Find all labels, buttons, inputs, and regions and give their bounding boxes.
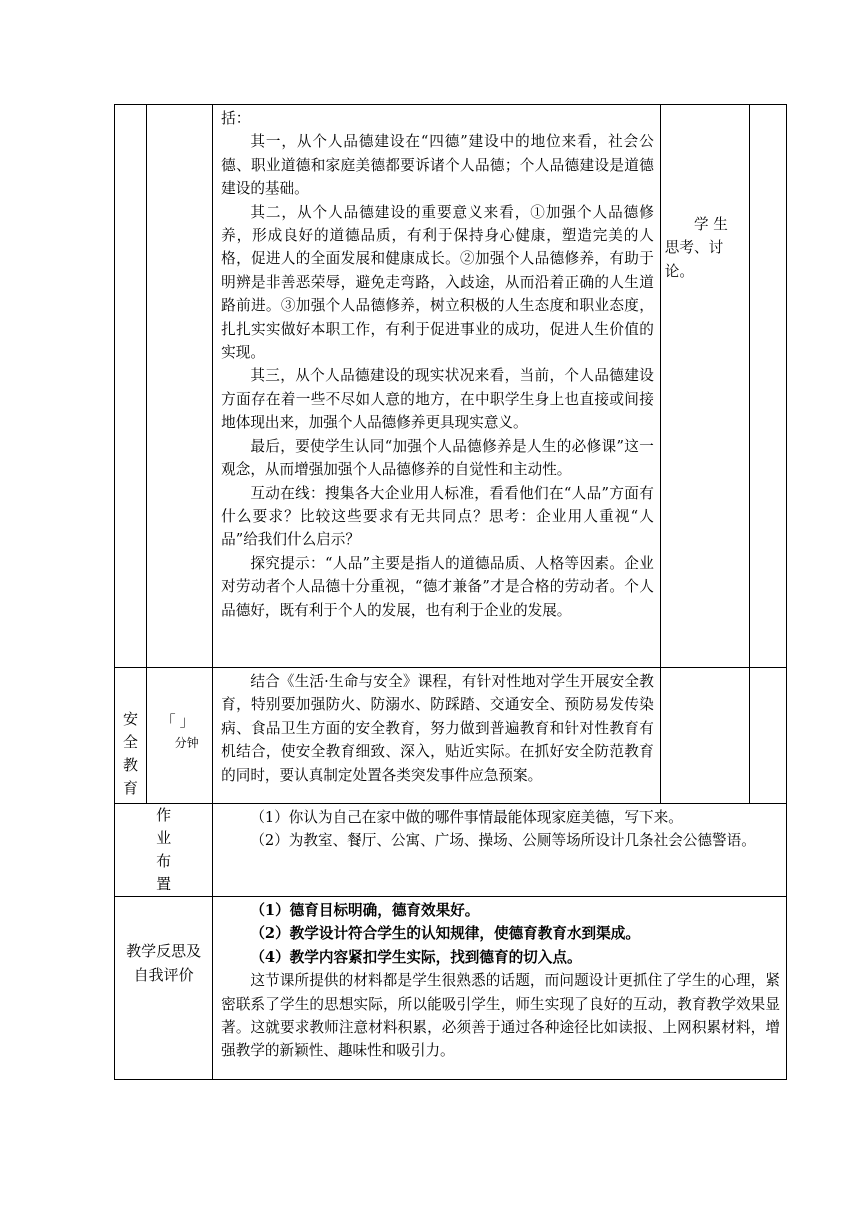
main-content-row [115, 105, 787, 668]
teaching-content-cell [213, 105, 661, 668]
reflection-point: （2）教学设计符合学生的认知规律，使德育教育水到渠成。 [250, 925, 640, 943]
safety-notes-cell [749, 668, 786, 804]
content-paragraph: 探究提示：“人品”主要是指人的道德品质、人格等因素。企业对劳动者个人品德十分重视，“德才兼备”才是合格的劳动者。个人品德好，既有利于个人的发展，也有利于企业的发展。 [221, 554, 654, 619]
reflection-row [115, 897, 787, 1080]
safety-label-cell [115, 668, 147, 804]
empty-label-cell [115, 105, 147, 668]
content-paragraph: 其一，从个人品德建设在“四德”建设中的地位来看，社会公德、职业道德和家庭美德都要诉诸个人品德；个人品德建设是道德建设的基础。 [221, 133, 654, 198]
content-paragraph: 最后，要使学生认同“加强个人品德修养是人生的必修课”这一观念，从而增强加强个人品德修养的自觉性和主动性。 [221, 437, 654, 479]
safety-content-cell [213, 668, 661, 804]
homework-row [115, 804, 787, 897]
reflection-point: （1）德育目标明确，德育效果好。 [250, 902, 480, 919]
student-activity-text: 学 生 思考、讨论。 [664, 216, 728, 280]
homework-content-cell [213, 804, 787, 897]
content-paragraph: 括： [221, 110, 251, 127]
homework-label-cell [115, 804, 213, 897]
homework-item: （1）你认为自己在家中做的哪件事情最能体现家庭美德，写下来。 [250, 809, 683, 826]
student-activity-cell [660, 105, 749, 668]
time-unit: 分钟 [174, 736, 199, 750]
reflection-label-cell [115, 897, 213, 1080]
safety-education-row [115, 668, 787, 804]
homework-item: （2）为教室、餐厅、公寓、广场、操场、公厕等场所设计几条社会公德警语。 [250, 832, 756, 850]
reflection-body: 这节课所提供的材料都是学生很熟悉的话题，而问题设计更抓住了学生的心理，紧密联系了学生的思想实际，所以能吸引学生，师生实现了良好的互动，教育教学效果显著。这就要求教师注意材料积累，必须善于通过各种途径比如读报、上网积累材料，增强教学的新颖性、趣味性和吸引力。 [221, 972, 780, 1060]
safety-text: 结合《生活·生命与安全》课程，有针对性地对学生开展安全教育，特别要加强防火、防溺水、防踩踏、交通安全、预防易发传染病、食品卫生方面的安全教育，努力做到普遍教育和针对性教育有机结合，使安全教育细致、深入，贴近实际。在抓好安全防范教育的同时，要认真制定处置各类突发事件应急预案。 [221, 673, 654, 784]
lesson-plan-table [114, 104, 787, 1080]
homework-label: 作 业 布 置 [156, 806, 172, 893]
content-paragraph: 其二，从个人品德建设的重要意义来看，①加强个人品德修养，形成良好的道德品质，有利于保持身心健康，塑造完美的人格，促进人的全面发展和健康成长。②加强个人品德修养，有助于明辨是非善恶荣辱，避免走弯路，入歧途，从而沿着正确的人生道路前进。③加强个人品德修养，树立积极的人生态度和职业态度，扎扎实实做好本职工作，有利于促进事业的成功，促进人生价值的实现。 [221, 203, 654, 362]
safety-time-cell [147, 668, 213, 804]
reflection-label: 教学反思及自我评价 [126, 942, 202, 984]
content-paragraph: 其三，从个人品德建设的现实状况来看，当前，个人品德建设方面存在着一些不尽如人意的地方，在中职学生身上也直接或间接地体现出来，加强个人品德修养更具现实意义。 [221, 367, 654, 432]
safety-activity-cell [660, 668, 749, 804]
empty-time-cell [147, 105, 213, 668]
content-paragraph: 互动在线：搜集各大企业用人标准，看看他们在“人品”方面有什么要求？比较这些要求有无共同点？思考：企业用人重视“人品”给我们什么启示？ [221, 484, 654, 549]
notes-cell [749, 105, 786, 668]
reflection-content-cell [213, 897, 787, 1080]
safety-label: 安 全 教 育 [123, 710, 139, 797]
reflection-point: （4）教学内容紧扣学生实际，找到德育的切入点。 [250, 948, 582, 966]
time-bracket: 「」 [160, 712, 199, 730]
